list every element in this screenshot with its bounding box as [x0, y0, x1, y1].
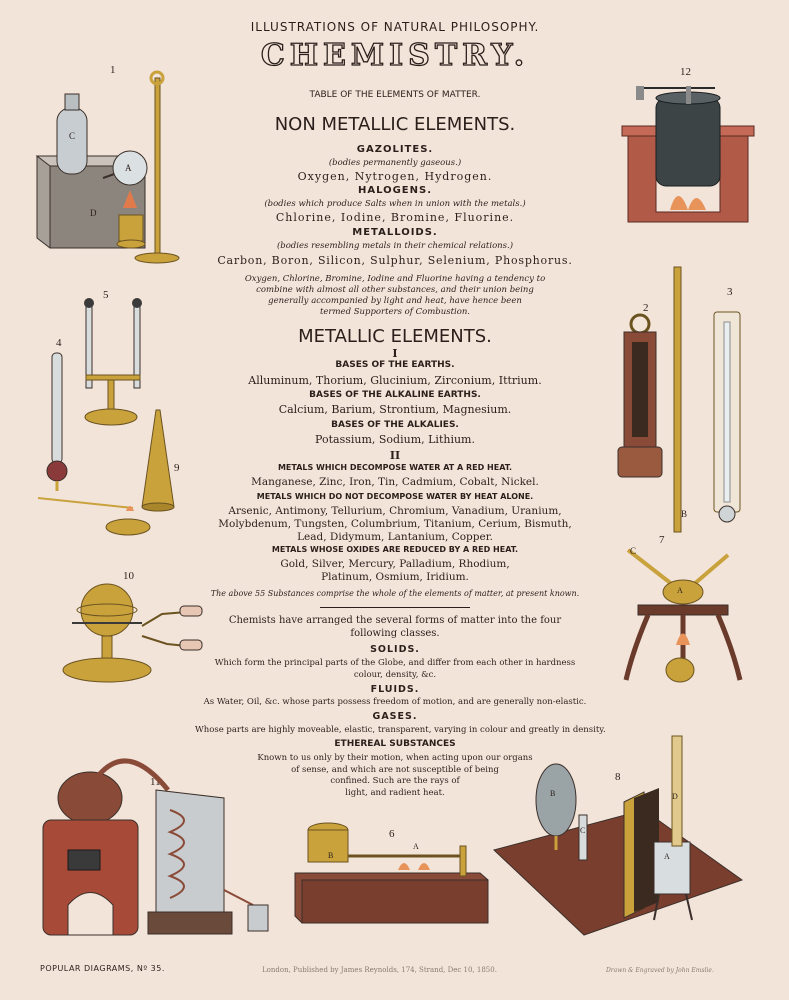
ethereal-label: ETHEREAL SUBSTANCES [334, 739, 456, 749]
figure-11-apparatus [38, 740, 278, 940]
figure-6-apparatus [290, 818, 495, 928]
earths-elements: Alluminum, Thorium, Glucinium, Zirconium, Ittrium. [248, 374, 542, 387]
halogens-note: (bodies which produce Salts when in union with the metals.) [264, 199, 526, 209]
element-line: Gold, Silver, Mercury, Palladium, Rhodium, [280, 558, 510, 570]
figure-number: 12 [680, 66, 691, 78]
figure-1-apparatus [35, 70, 185, 265]
figure-number: 5 [103, 289, 109, 301]
element-line: Arsenic, Antimony, Tellurium, Chromium, Vanadium, Uranium, [228, 505, 562, 517]
solids-line: Which form the principal parts of the Globe, and differ from each other in hardness [214, 658, 576, 668]
ethereal-line: of sense, and which are not susceptible of being [291, 764, 499, 775]
combustion-line: termed Supporters of Combustion. [319, 307, 471, 317]
figure-label: D [672, 792, 678, 801]
gazolites-note: (bodies permanently gaseous.) [328, 158, 462, 168]
gases-label: GASES. [372, 711, 418, 722]
element-line: Platinum, Osmium, Iridium. [321, 571, 469, 583]
figure-number: 2 [643, 302, 649, 314]
solids-text [195, 657, 595, 681]
metallic-heading: METALLIC ELEMENTS. [298, 326, 492, 347]
ethereal-line: Known to us only by their motion, when acting upon our organs [257, 753, 533, 763]
figure-number: 4 [56, 337, 62, 349]
intro-line: following classes. [350, 628, 440, 639]
gases-text: Whose parts are highly moveable, elastic, transparent, varying in colour and greatly in density. [195, 725, 606, 735]
figure-label: A [677, 586, 683, 595]
figure-label: B [550, 789, 556, 798]
figure-number: 11 [150, 776, 161, 788]
not-decompose-elements [195, 505, 595, 544]
alkaline-earths-elements: Calcium, Barium, Strontium, Magnesium. [278, 403, 512, 416]
figure-number: 7 [659, 534, 665, 546]
solids-line: colour, density, &c. [353, 670, 437, 680]
combustion-line: Oxygen, Chlorine, Bromine, Iodine and Fluorine having a tendency to [244, 274, 546, 284]
metalloids-elements: Carbon, Boron, Silicon, Sulphur, Selenium, Phosphorus. [217, 254, 573, 267]
figure-number: 9 [174, 462, 180, 474]
ethereal-line: light, and radient heat. [345, 787, 445, 798]
intro-line: Chemists have arranged the several forms of matter into the four [228, 615, 562, 626]
metalloids-note: (bodies resembling metals in their chemical relations.) [276, 241, 514, 251]
figure-12-apparatus [620, 82, 755, 227]
figure-label: A [125, 163, 132, 173]
table-heading: TABLE OF THE ELEMENTS OF MATTER. [309, 90, 481, 100]
combustion-note [195, 274, 595, 318]
numeral-one: I [392, 347, 398, 360]
figure-label: A [664, 852, 670, 861]
footer-publisher: London, Published by James Reynolds, 174, Strand, Dec 10, 1850. [262, 966, 497, 974]
series-title: ILLUSTRATIONS OF NATURAL PHILOSOPHY. [250, 20, 540, 34]
figure-7-apparatus [618, 530, 748, 690]
numeral-two: II [389, 449, 401, 462]
element-line: Lead, Didymum, Lantanium, Copper. [297, 531, 493, 543]
element-line: Molybdenum, Tungsten, Columbrium, Titanium, Cerium, Bismuth, [218, 518, 572, 530]
halogens-label: HALOGENS. [357, 185, 433, 196]
halogens-elements: Chlorine, Iodine, Bromine, Fluorine. [275, 211, 515, 224]
figure-label: B [328, 851, 334, 860]
classes-intro [195, 614, 595, 640]
divider [320, 607, 470, 608]
summary-note: The above 55 Substances comprise the whole of the elements of matter, at present known. [210, 589, 580, 598]
page-title: CHEMISTRY. [260, 38, 530, 73]
alkalies-label: BASES OF THE ALKALIES. [331, 420, 459, 430]
ethereal-line: confined. Such are the rays of [330, 776, 460, 786]
decompose-red-label: METALS WHICH DECOMPOSE WATER AT A RED HEAT. [277, 463, 513, 472]
figure-number: 8 [615, 771, 621, 783]
figure-label: B [681, 509, 688, 519]
figure-2-3-apparatus [610, 312, 750, 532]
not-decompose-label: METALS WHICH DO NOT DECOMPOSE WATER BY HEAT ALONE. [256, 492, 534, 501]
figure-10-apparatus [62, 578, 212, 688]
footer-engraver: Drawn & Engraved by John Emslie. [606, 967, 714, 974]
non-metallic-heading: NON METALLIC ELEMENTS. [274, 114, 516, 135]
decompose-red-elements: Manganese, Zinc, Iron, Tin, Cadmium, Cobalt, Nickel. [251, 476, 539, 488]
oxides-red-elements [195, 558, 595, 584]
figure-9-apparatus [38, 405, 188, 545]
figure-number: 3 [727, 286, 733, 298]
oxides-red-label: METALS WHOSE OXIDES ARE REDUCED BY A RED HEAT. [271, 545, 519, 554]
figure-label: D [90, 208, 97, 218]
gazolites-elements: Oxygen, Nytrogen, Hydrogen. [297, 170, 493, 183]
fluids-label: FLUIDS. [370, 684, 420, 695]
alkalies-elements: Potassium, Sodium, Lithium. [315, 433, 475, 446]
footer-series: POPULAR DIAGRAMS, Nº 35. [40, 964, 165, 973]
gazolites-label: GAZOLITES. [356, 144, 434, 155]
fluids-text: As Water, Oil, &c. whose parts possess freedom of motion, and are generally non-elastic. [203, 697, 587, 707]
metalloids-label: METALLOIDS. [352, 227, 438, 238]
figure-label: C [630, 546, 637, 556]
alkaline-earths-label: BASES OF THE ALKALINE EARTHS. [309, 390, 481, 400]
figure-label: C [580, 826, 586, 835]
figure-number: 1 [110, 64, 116, 76]
solids-label: SOLIDS. [370, 644, 420, 655]
figure-label: A [413, 842, 419, 851]
figure-8-apparatus [494, 730, 742, 940]
figure-number: 10 [123, 570, 134, 582]
earths-label: BASES OF THE EARTHS. [335, 360, 455, 370]
figure-label: C [69, 131, 76, 141]
figure-number: 6 [389, 828, 395, 840]
combustion-line: combine with almost all other substances, and their union being [256, 285, 534, 295]
combustion-line: generally accompanied by light and heat, have hence been [268, 296, 522, 306]
